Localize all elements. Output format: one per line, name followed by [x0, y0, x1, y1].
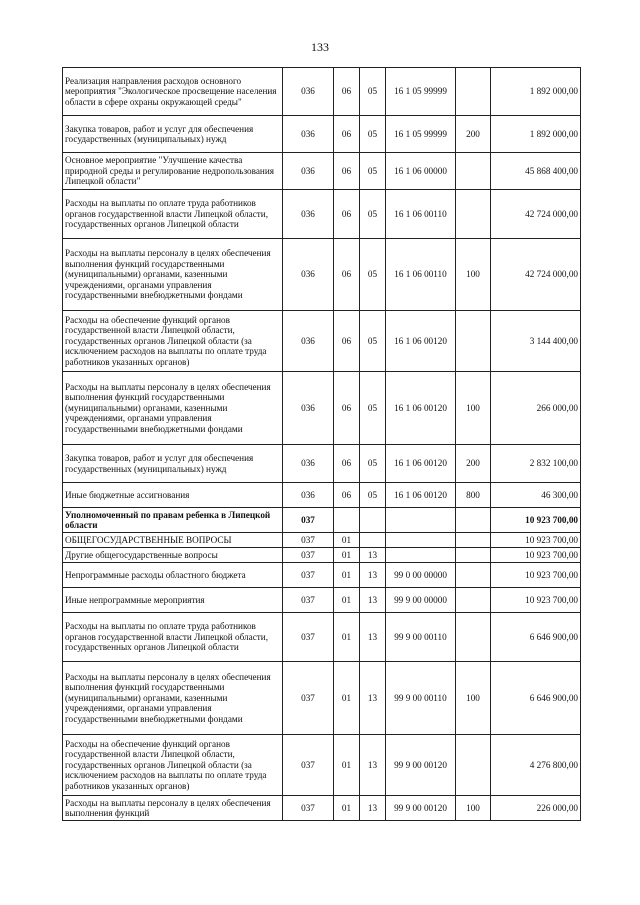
row-amount: 1 892 000,00 [491, 116, 581, 153]
row-target-code: 16 1 05 99999 [386, 116, 456, 153]
row-name-cell: Непрограммные расходы областного бюджета [63, 563, 283, 588]
row-subsection-code: 13 [360, 796, 386, 821]
row-ministry-code: 036 [283, 483, 334, 508]
row-ministry-code: 037 [283, 533, 334, 548]
row-ministry-code: 037 [283, 563, 334, 588]
row-name-cell: Закупка товаров, работ и услуг для обеспечения государственных (муниципальных) нужд [63, 445, 283, 483]
row-ministry-code: 036 [283, 372, 334, 445]
row-section-code: 06 [334, 116, 360, 153]
row-name-cell: Расходы на выплаты персоналу в целях обеспечения выполнения функций государственными (муниципальными) органами, казенными учреждениями, органами управления государственными внебюджетными фондами [63, 662, 283, 735]
row-name-cell: Закупка товаров, работ и услуг для обеспечения государственных (муниципальных) нужд [63, 116, 283, 153]
row-subsection-code: 13 [360, 548, 386, 563]
budget-table [62, 67, 581, 821]
row-subsection-code [360, 508, 386, 533]
row-section-code: 06 [334, 190, 360, 239]
table-row [63, 796, 581, 821]
row-target-code: 16 1 06 00110 [386, 239, 456, 311]
row-subsection-code: 05 [360, 116, 386, 153]
row-target-code: 16 1 06 00000 [386, 153, 456, 190]
row-expense-kind [456, 311, 491, 372]
row-amount: 45 868 400,00 [491, 153, 581, 190]
table-row [63, 483, 581, 508]
row-section-code: 01 [334, 662, 360, 735]
row-name-cell: Расходы на обеспечение функций органов государственной власти Липецкой области, государственных органов Липецкой области (за исключением расходов на выплаты по оплате труда работников указанных органов) [63, 311, 283, 372]
row-name-cell: Иные бюджетные ассигнования [63, 483, 283, 508]
row-expense-kind [456, 613, 491, 662]
row-name-cell: Иные непрограммные мероприятия [63, 588, 283, 613]
row-ministry-code: 037 [283, 662, 334, 735]
row-ministry-code: 036 [283, 153, 334, 190]
table-row [63, 372, 581, 445]
row-amount: 10 923 700,00 [491, 563, 581, 588]
table-row [63, 613, 581, 662]
row-subsection-code: 13 [360, 735, 386, 796]
row-target-code: 99 9 00 00110 [386, 613, 456, 662]
row-ministry-code: 036 [283, 311, 334, 372]
row-target-code: 99 9 00 00120 [386, 796, 456, 821]
row-target-code: 99 9 00 00110 [386, 662, 456, 735]
row-name-cell: Расходы на выплаты персоналу в целях обеспечения выполнения функций государственными (муниципальными) органами, казенными учреждениями, органами управления государственными внебюджетными фондами [63, 372, 283, 445]
row-amount: 1 892 000,00 [491, 68, 581, 116]
table-row [63, 311, 581, 372]
row-subsection-code: 13 [360, 613, 386, 662]
row-expense-kind: 200 [456, 116, 491, 153]
table-row [63, 153, 581, 190]
row-expense-kind [456, 563, 491, 588]
row-name-cell: Расходы на выплаты по оплате труда работников органов государственной власти Липецкой области, государственных органов Липецкой области [63, 613, 283, 662]
row-section-code: 06 [334, 483, 360, 508]
row-ministry-code: 037 [283, 613, 334, 662]
table-row [63, 239, 581, 311]
row-subsection-code: 05 [360, 311, 386, 372]
row-expense-kind: 100 [456, 796, 491, 821]
table-body [63, 68, 581, 821]
row-name-cell: Расходы на выплаты персоналу в целях обеспечения выполнения функций [63, 796, 283, 821]
row-amount: 3 144 400,00 [491, 311, 581, 372]
row-target-code [386, 533, 456, 548]
row-section-code: 01 [334, 563, 360, 588]
row-amount: 226 000,00 [491, 796, 581, 821]
row-target-code: 99 9 00 00120 [386, 735, 456, 796]
row-expense-kind: 100 [456, 239, 491, 311]
row-ministry-code: 036 [283, 116, 334, 153]
table-row [63, 662, 581, 735]
row-section-code: 06 [334, 311, 360, 372]
row-target-code: 16 1 06 00120 [386, 483, 456, 508]
row-subsection-code: 05 [360, 372, 386, 445]
row-amount: 6 646 900,00 [491, 613, 581, 662]
table-row [63, 563, 581, 588]
table-row [63, 445, 581, 483]
row-amount: 6 646 900,00 [491, 662, 581, 735]
row-subsection-code: 05 [360, 239, 386, 311]
row-section-code: 01 [334, 533, 360, 548]
table-row [63, 735, 581, 796]
row-section-code: 06 [334, 153, 360, 190]
row-subsection-code: 13 [360, 662, 386, 735]
row-target-code: 16 1 06 00120 [386, 445, 456, 483]
row-target-code: 99 0 00 00000 [386, 563, 456, 588]
row-ministry-code: 037 [283, 796, 334, 821]
row-expense-kind [456, 533, 491, 548]
row-subsection-code: 05 [360, 445, 386, 483]
row-amount: 2 832 100,00 [491, 445, 581, 483]
row-ministry-code: 037 [283, 548, 334, 563]
row-expense-kind: 100 [456, 372, 491, 445]
row-section-code: 01 [334, 613, 360, 662]
row-section-code [334, 508, 360, 533]
table-row [63, 508, 581, 533]
row-ministry-code: 037 [283, 735, 334, 796]
row-target-code [386, 508, 456, 533]
row-amount: 4 276 800,00 [491, 735, 581, 796]
row-name-cell: Уполномоченный по правам ребенка в Липецкой области [63, 508, 283, 533]
row-name-cell: Расходы на выплаты персоналу в целях обеспечения выполнения функций государственными (муниципальными) органами, казенными учреждениями, органами управления государственными внебюджетными фондами [63, 239, 283, 311]
row-expense-kind: 800 [456, 483, 491, 508]
row-name-cell: Основное мероприятие "Улучшение качества природной среды и регулирование недропользования Липецкой области" [63, 153, 283, 190]
row-amount: 46 300,00 [491, 483, 581, 508]
row-subsection-code: 05 [360, 153, 386, 190]
row-subsection-code: 05 [360, 190, 386, 239]
row-expense-kind [456, 588, 491, 613]
row-amount: 42 724 000,00 [491, 190, 581, 239]
row-subsection-code: 05 [360, 483, 386, 508]
row-amount: 10 923 700,00 [491, 533, 581, 548]
row-name-cell: Реализация направления расходов основного мероприятия "Экологическое просвещение населения области в сфере охраны окружающей среды" [63, 68, 283, 116]
row-expense-kind: 100 [456, 662, 491, 735]
row-target-code: 16 1 06 00120 [386, 311, 456, 372]
row-expense-kind [456, 735, 491, 796]
page-number: 133 [311, 40, 329, 54]
row-ministry-code: 037 [283, 588, 334, 613]
row-section-code: 01 [334, 588, 360, 613]
row-target-code: 99 9 00 00000 [386, 588, 456, 613]
row-name-cell: Расходы на обеспечение функций органов государственной власти Липецкой области, государственных органов Липецкой области (за исключением расходов на выплаты по оплате труда работников указанных органов) [63, 735, 283, 796]
row-amount: 10 923 700,00 [491, 508, 581, 533]
row-subsection-code: 05 [360, 68, 386, 116]
row-section-code: 06 [334, 445, 360, 483]
row-expense-kind [456, 190, 491, 239]
row-section-code: 01 [334, 735, 360, 796]
row-subsection-code [360, 533, 386, 548]
row-target-code: 16 1 06 00110 [386, 190, 456, 239]
row-expense-kind [456, 548, 491, 563]
row-expense-kind [456, 508, 491, 533]
row-target-code: 16 1 06 00120 [386, 372, 456, 445]
row-section-code: 01 [334, 548, 360, 563]
row-subsection-code: 13 [360, 588, 386, 613]
row-target-code [386, 548, 456, 563]
table-row [63, 116, 581, 153]
row-amount: 10 923 700,00 [491, 588, 581, 613]
row-ministry-code: 036 [283, 190, 334, 239]
table-row [63, 533, 581, 548]
row-name-cell: Расходы на выплаты по оплате труда работников органов государственной власти Липецкой области, государственных органов Липецкой области [63, 190, 283, 239]
row-section-code: 06 [334, 68, 360, 116]
table-row [63, 68, 581, 116]
row-section-code: 01 [334, 796, 360, 821]
row-amount: 10 923 700,00 [491, 548, 581, 563]
row-expense-kind [456, 68, 491, 116]
row-ministry-code: 037 [283, 508, 334, 533]
table-row [63, 190, 581, 239]
row-target-code: 16 1 05 99999 [386, 68, 456, 116]
row-section-code: 06 [334, 372, 360, 445]
row-ministry-code: 036 [283, 445, 334, 483]
table-row [63, 548, 581, 563]
row-ministry-code: 036 [283, 239, 334, 311]
row-name-cell: ОБЩЕГОСУДАРСТВЕННЫЕ ВОПРОСЫ [63, 533, 283, 548]
row-ministry-code: 036 [283, 68, 334, 116]
row-amount: 42 724 000,00 [491, 239, 581, 311]
table-row [63, 588, 581, 613]
row-section-code: 06 [334, 239, 360, 311]
row-amount: 266 000,00 [491, 372, 581, 445]
row-name-cell: Другие общегосударственные вопросы [63, 548, 283, 563]
row-expense-kind: 200 [456, 445, 491, 483]
row-subsection-code: 13 [360, 563, 386, 588]
row-expense-kind [456, 153, 491, 190]
